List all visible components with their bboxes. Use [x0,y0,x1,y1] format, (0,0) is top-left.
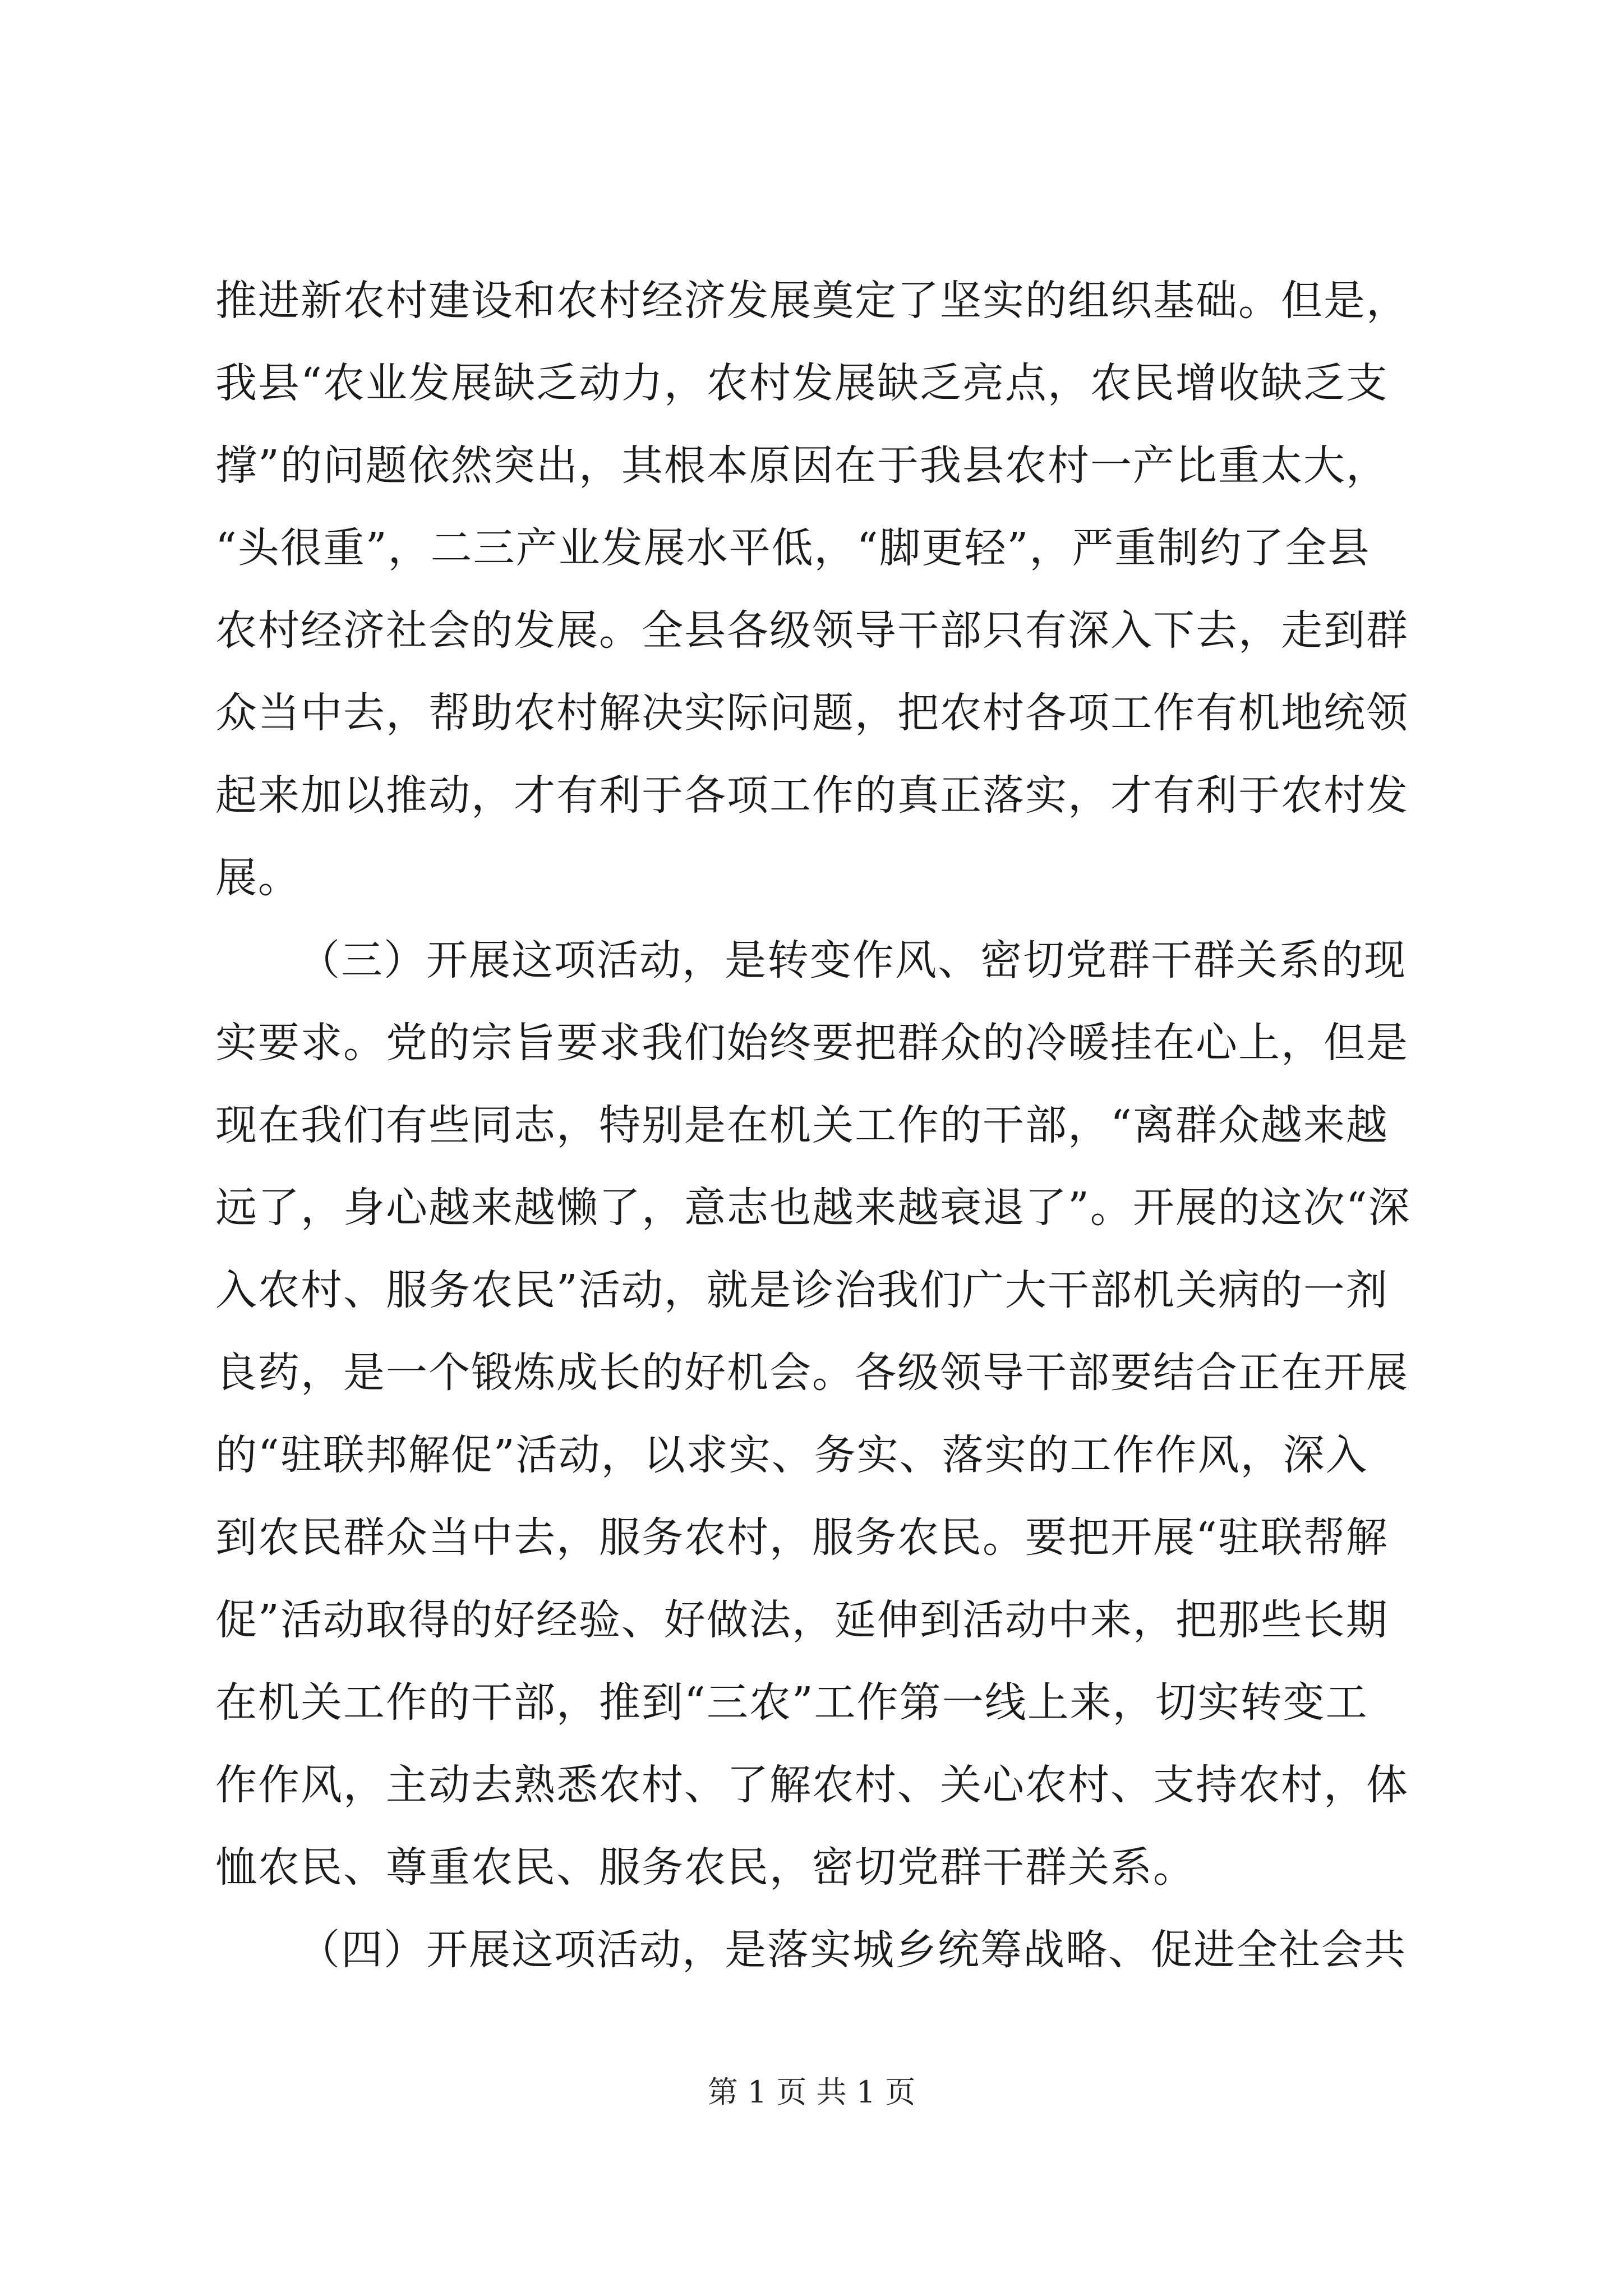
text-line: 远了，身心越来越懒了，意志也越来越衰退了”。开展的这次“深 [215,1184,1411,1232]
text-line: 我县“农业发展缺乏动力，农村发展缺乏亮点，农民增收缺乏支 [215,359,1389,407]
paragraph-heading-line: （四）开展这项活动，是落实城乡统筹战略、促进全社会共 [298,1926,1407,1974]
text-line: 起来加以推动，才有利于各项工作的真正落实，才有利于农村发 [215,771,1409,820]
text-line: 到农民群众当中去，服务农村，服务农民。要把开展“驻联帮解 [215,1513,1389,1562]
text-line: “头很重”，二三产业发展水平低，“脚更轻”，严重制约了全县 [215,524,1371,572]
text-line: 的“驻联邦解促”活动，以求实、务实、落实的工作作风，深入 [215,1431,1368,1479]
text-line: 入农村、服务农民”活动，就是诊治我们广大干部机关病的一剂 [215,1266,1389,1314]
paragraph-heading-line: （三）开展这项活动，是转变作风、密切党群干群关系的现 [298,936,1407,984]
text-line: 实要求。党的宗旨要求我们始终要把群众的冷暖挂在心上，但是 [215,1019,1409,1067]
text-line: 撑”的问题依然突出，其根本原因在于我县农村一产比重太大， [215,441,1389,490]
text-line: 农村经济社会的发展。全县各级领导干部只有深入下去，走到群 [215,606,1409,655]
text-line: 众当中去，帮助农村解决实际问题，把农村各项工作有机地统领 [215,689,1409,737]
text-line: 展。 [215,854,301,902]
text-line: 促”活动取得的好经验、好做法，延伸到活动中来，把那些长期 [215,1596,1389,1644]
text-line: 恤农民、尊重农民、服务农民，密切党群干群关系。 [215,1843,1196,1892]
text-line: 作作风，主动去熟悉农村、了解农村、关心农村、支持农村，体 [215,1761,1409,1809]
text-line: 现在我们有些同志，特别是在机关工作的干部，“离群众越来越 [215,1101,1389,1149]
text-line: 推进新农村建设和农村经济发展奠定了坚实的组织基础。但是， [215,277,1409,325]
text-line: 良药，是一个锻炼成长的好机会。各级领导干部要结合正在开展 [215,1349,1409,1397]
page-footer: 第 1 页 共 1 页 [707,2074,916,2110]
text-line: 在机关工作的干部，推到“三农”工作第一线上来，切实转变工 [215,1678,1368,1727]
